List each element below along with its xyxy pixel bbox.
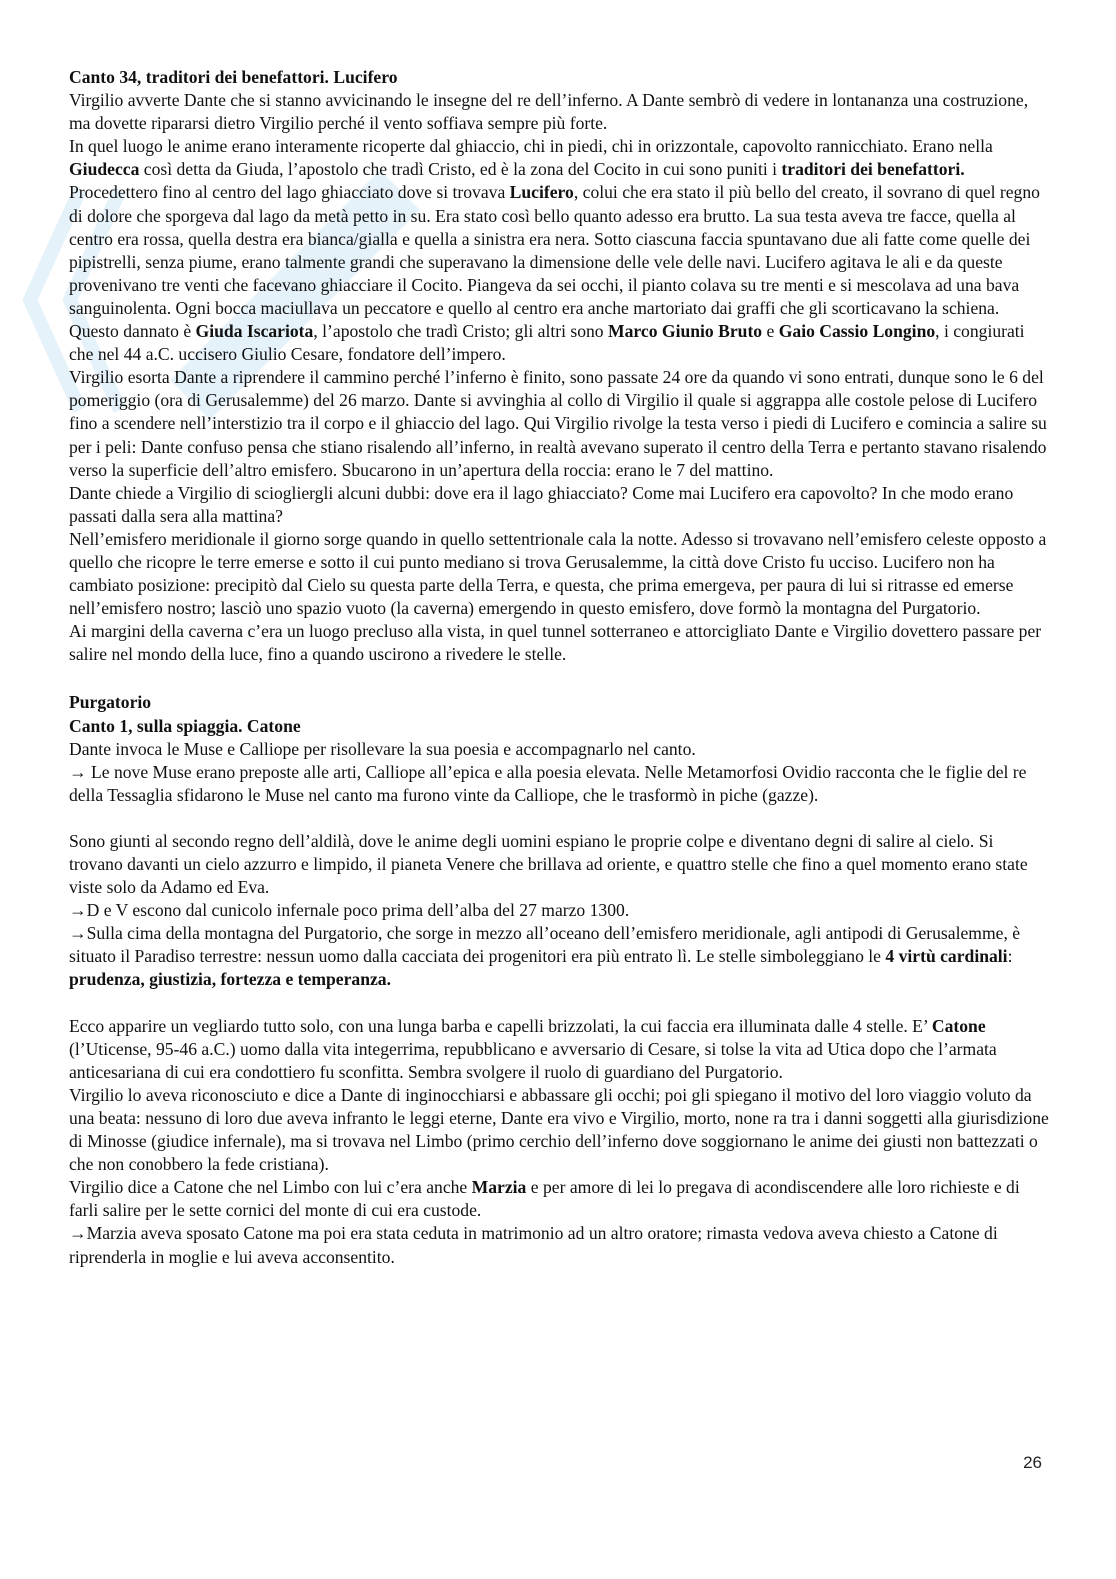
paragraph: Virgilio lo aveva riconosciuto e dice a Dante di inginocchiarsi e abbassare gli occhi; poi gli spiegano il motivo del loro viaggio voluto da una beata: nessuno di loro due aveva infranto le leggi eterne, Dante era vivo e Virgilio, morto, none ra tra i danni soggetti alla giurisdizione di Minosse (giudice infernale), ma si trovava nel Limbo (primo cerchio dell’inferno dove soggiornano le anime dei giusti non battezzati o che non conobbero la fede cristiana). xyxy=(69,1084,1049,1175)
paragraph: Dante chiede a Virgilio di sciogliergli alcuni dubbi: dove era il lago ghiacciato? Come mai Lucifero era capovolto? In che modo erano passati dalla sera alla mattina? xyxy=(69,482,1014,526)
paragraph: Ecco apparire un vegliardo tutto solo, con una lunga barba e capelli brizzolati, la cui faccia era illuminata dalle 4 stelle. E’ Catone (l’Uticense, 95-46 a.C.) uomo dalla vita integerrima, repubblicano e avversario di Cesare, si tolse la vita ad Utica dopo che l’armata anticesariana di cui era condottiero fu sconfitta. Sembra svolgere il ruolo di guardiano del Purgatorio. xyxy=(69,1015,997,1082)
paragraph: Ai margini della caverna c’era un luogo precluso alla vista, in quel tunnel sotterraneo e attorcigliato Dante e Virgilio dovettero passare per salire nel mondo della luce, fino a quando uscirono a rivedere le stelle. xyxy=(69,621,1042,665)
paragraph: →Marzia aveva sposato Catone ma poi era stata ceduta in matrimonio ad un altro oratore; rimasta vedova aveva chiesto a Catone di riprenderla in moglie e lui aveva acconsentito. xyxy=(69,1223,998,1267)
paragraph: Virgilio avverte Dante che si stanno avvicinando le insegne del re dell’inferno. A Dante sembrò di vedere in lontananza una costruzione, ma dovette ripararsi dietro Virgilio perché il vento soffiava sempre più forte. xyxy=(69,90,1029,134)
paragraph: Nell’emisfero meridionale il giorno sorge quando in quello settentrionale cala la notte. Adesso si trovavano nell’emisfero celeste opposto a quello che ricopre le terre emerse e sotto il cui punto mediano si trova Gerusalemme, la città dove Cristo fu ucciso. Lucifero non ha cambiato posizione: precipitò dal Cielo su questa parte della Terra, e questa, che prima emergeva, per paura di lui si ritrasse ed emerse nell’emisfero nostro; lasciò uno spazio vuoto (la caverna) emergendo in questo emisfero, dove formò la montagna del Purgatorio. xyxy=(69,528,1047,619)
paragraph: Sono giunti al secondo regno dell’aldilà, dove le anime degli uomini espiano le proprie colpe e diventano degni di salire al cielo. Si trovano davanti un cielo azzurro e limpido, il pianeta Venere che brillava ad oriente, e quattro stelle che fino a quel momento erano state viste solo da Adamo ed Eva. xyxy=(69,830,1028,898)
paragraph: → Le nove Muse erano preposte alle arti, Calliope all’epica e alla poesia elevata. Nelle Metamorfosi Ovidio racconta che le figlie del re della Tessaglia sfidarono le Muse nel canto ma furono vinte da Calliope, che le trasformò in piche (gazze). xyxy=(69,761,1027,805)
arrow-icon: → xyxy=(69,923,87,944)
paragraph: In quel luogo le anime erano interamente ricoperte dal ghiaccio, chi in piedi, chi in orizzontale, capovolto rannicchiato. Erano nella Giudecca così detta da Giuda, l’apostolo che tradì Cristo, ed è la zona del Cocito in cui sono puniti i traditori dei benefattori. Procedettero fino al centro del lago ghiacciato dove si trovava Lucifero, colui che era stato il più bello del creato, il sovrano di quel regno di dolore che sporgeva dal lago da metà petto in su. Era stato così bello quanto adesso era brutto. La sua testa aveva tre facce, quella al centro era rossa, quella destra era bianca/gialla e quella a sinistra era nera. Sotto ciascuna faccia spuntavano due ali fatte come quelle dei pipistrelli, senza piume, erano talmente grandi che superavano la dimensione delle vele delle navi. Lucifero agitava le ali e da queste provenivano tre venti che facevano ghiacciare il Cocito. Piangeva da sei occhi, il pianto colava su tre menti e si mescolava ad una bava sanguinolenta. Ogni bocca maciullava un peccatore e quello al centro era anche martoriato dai graffi che gli scorticavano la schiena. Questo dannato è Giuda Iscariota, l’apostolo che tradì Cristo; gli altri sono Marco Giunio Bruto e Gaio Cassio Longino, i congiurati che nel 44 a.C. uccisero Giulio Cesare, fondatore dell’impero. xyxy=(69,136,1040,365)
section-heading: Purgatorio xyxy=(69,692,152,713)
page-number: 26 xyxy=(1023,1453,1042,1472)
arrow-icon: → xyxy=(69,761,87,782)
document-page xyxy=(69,66,1049,1269)
arrow-icon: → xyxy=(69,900,87,921)
section-title: Canto 1, sulla spiaggia. Catone xyxy=(69,715,301,736)
paragraph: Dante invoca le Muse e Calliope per risollevare la sua poesia e accompagnarlo nel canto. xyxy=(69,738,696,759)
paragraph: →Sulla cima della montagna del Purgatorio, che sorge in mezzo all’oceano dell’emisfero meridionale, agli antipodi di Gerusalemme, è situato il Paradiso terrestre: nessun uomo dalla cacciata dei progenitori era più entrato lì. Le stelle simboleggiano le 4 virtù cardinali: prudenza, giustizia, fortezza e temperanza. xyxy=(69,923,1021,990)
section-title: Canto 34, traditori dei benefattori. Lucifero xyxy=(69,67,398,87)
paragraph: →D e V escono dal cunicolo infernale poco prima dell’alba del 27 marzo 1300. xyxy=(69,900,630,921)
arrow-icon: → xyxy=(69,1223,87,1244)
paragraph: Virgilio esorta Dante a riprendere il cammino perché l’inferno è finito, sono passate 24 ore da quando vi sono entrati, dunque sono le 6 del pomeriggio (ora di Gerusalemme) del 26 marzo. Dante si avvinghia al collo di Virgilio il quale si aggrappa alle costole pelose di Lucifero fino a scendere nell’interstizio tra il corpo e il ghiaccio del lago. Qui Virgilio rivolge la testa verso i piedi di Lucifero e comincia a salire su per i peli: Dante confuso pensa che stiano risalendo all’inferno, in realtà avevano superato il centro della Terra e pertanto stavano risalendo verso la superficie dell’altro emisfero. Sbucarono in un’apertura della roccia: erano le 7 del mattino. xyxy=(69,367,1047,480)
paragraph: Virgilio dice a Catone che nel Limbo con lui c’era anche Marzia e per amore di lei lo pregava di acondiscendere alle loro richieste e di farli salire per le sette cornici del monte di cui era custode. xyxy=(69,1177,1020,1221)
